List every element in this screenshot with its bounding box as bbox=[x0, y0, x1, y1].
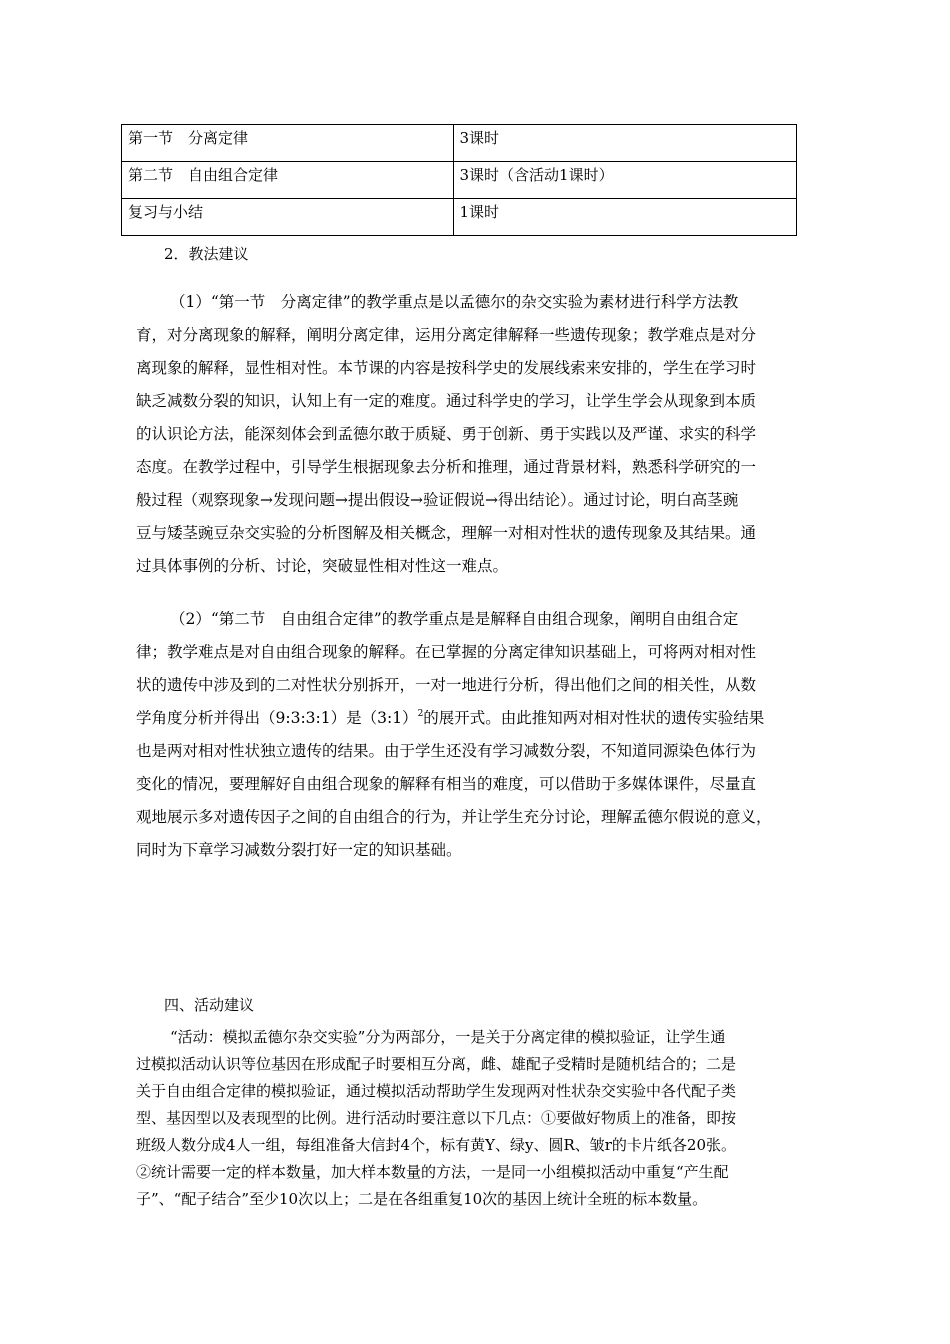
paragraph-line bbox=[136, 708, 764, 728]
paragraph-line: 律；教学难点是对自由组合现象的解释。在已掌握的分离定律知识基础上，可将两对相对性 bbox=[136, 643, 757, 661]
section-cell: 复习与小结 bbox=[122, 199, 454, 236]
paragraph-line: 班级人数分成4人一组，每组准备大信封4个，标有黄Y、绿y、圆R、皱r的卡片纸各20张。 bbox=[136, 1136, 737, 1154]
paragraph-line: ②统计需要一定的样本数量，加大样本数量的方法，一是同一小组模拟活动中重复“产生配 bbox=[136, 1163, 729, 1181]
table-row bbox=[122, 125, 797, 162]
paragraph-line: 离现象的解释，显性相对性。本节课的内容是按科学史的发展线索来安排的，学生在学习时 bbox=[136, 359, 757, 377]
table-row bbox=[122, 162, 797, 199]
paragraph-line: 状的遗传中涉及到的二对性状分别拆开，一对一地进行分析，得出他们之间的相关性，从数 bbox=[136, 676, 757, 694]
section-cell: 第二节 自由组合定律 bbox=[122, 162, 454, 199]
paragraph-line: 同时为下章学习减数分裂打好一定的知识基础。 bbox=[136, 841, 462, 859]
math-text: 学角度分析并得出（9:3:3:1）是（3:1） bbox=[136, 709, 418, 727]
hours-cell: 1课时 bbox=[453, 199, 797, 236]
lesson-schedule-table bbox=[121, 124, 797, 236]
math-text-tail: 的展开式。由此推知两对相对性状的遗传实验结果 bbox=[423, 709, 765, 727]
paragraph-line: 也是两对相对性状独立遗传的结果。由于学生还没有学习减数分裂，不知道同源染色体行为 bbox=[136, 742, 757, 760]
paragraph-line: （1）“第一节 分离定律”的教学重点是以孟德尔的杂交实验为素材进行科学方法教 bbox=[170, 293, 739, 311]
paragraph-line: 观地展示多对遗传因子之间的自由组合的行为，并让学生充分讨论，理解孟德尔假说的意义， bbox=[136, 808, 772, 826]
paragraph-line: 型、基因型以及表现型的比例。进行活动时要注意以下几点：①要做好物质上的准备，即按 bbox=[136, 1109, 737, 1127]
paragraph-line: 过模拟活动认识等位基因在形成配子时要相互分离，雌、雄配子受精时是随机结合的；二是 bbox=[136, 1055, 737, 1073]
paragraph-line: 子”、“配子结合”至少10次以上；二是在各组重复10次的基因上统计全班的标本数量。 bbox=[136, 1190, 708, 1208]
hours-cell: 3课时 bbox=[453, 125, 797, 162]
paragraph-line: （2）“第二节 自由组合定律”的教学重点是是解释自由组合现象，阐明自由组合定 bbox=[170, 610, 739, 628]
paragraph-line: 般过程（观察现象→发现问题→提出假设→验证假说→得出结论）。通过讨论，明白高茎豌 bbox=[136, 491, 739, 509]
paragraph-line: 豆与矮茎豌豆杂交实验的分析图解及相关概念，理解一对相对性状的遗传现象及其结果。通 bbox=[136, 524, 757, 542]
hours-cell: 3课时（含活动1课时） bbox=[453, 162, 797, 199]
section-cell: 第一节 分离定律 bbox=[122, 125, 454, 162]
paragraph-line: 育，对分离现象的解释，阐明分离定律，运用分离定律解释一些遗传现象；教学难点是对分 bbox=[136, 326, 757, 344]
paragraph-line: 过具体事例的分析、讨论，突破显性相对性这一难点。 bbox=[136, 557, 509, 575]
paragraph-line: 关于自由组合定律的模拟验证，通过模拟活动帮助学生发现两对性状杂交实验中各代配子类 bbox=[136, 1082, 737, 1100]
paragraph-line: 态度。在教学过程中，引导学生根据现象去分析和推理，通过背景材料，熟悉科学研究的一 bbox=[136, 458, 757, 476]
paragraph-line: “活动：模拟孟德尔杂交实验”分为两部分，一是关于分离定律的模拟验证，让学生通 bbox=[170, 1028, 726, 1046]
exponent: 2 bbox=[417, 709, 424, 719]
paragraph-line: 变化的情况，要理解好自由组合现象的解释有相当的难度，可以借助于多媒体课件，尽量直 bbox=[136, 775, 757, 793]
method-heading: 2．教法建议 bbox=[164, 245, 249, 263]
paragraph-line: 的认识论方法，能深刻体会到孟德尔敢于质疑、勇于创新、勇于实践以及严谨、求实的科学 bbox=[136, 425, 757, 443]
paragraph-line: 缺乏减数分裂的知识，认知上有一定的难度。通过科学史的学习，让学生学会从现象到本质 bbox=[136, 392, 757, 410]
activity-heading: 四、活动建议 bbox=[164, 996, 255, 1014]
table-row bbox=[122, 199, 797, 236]
